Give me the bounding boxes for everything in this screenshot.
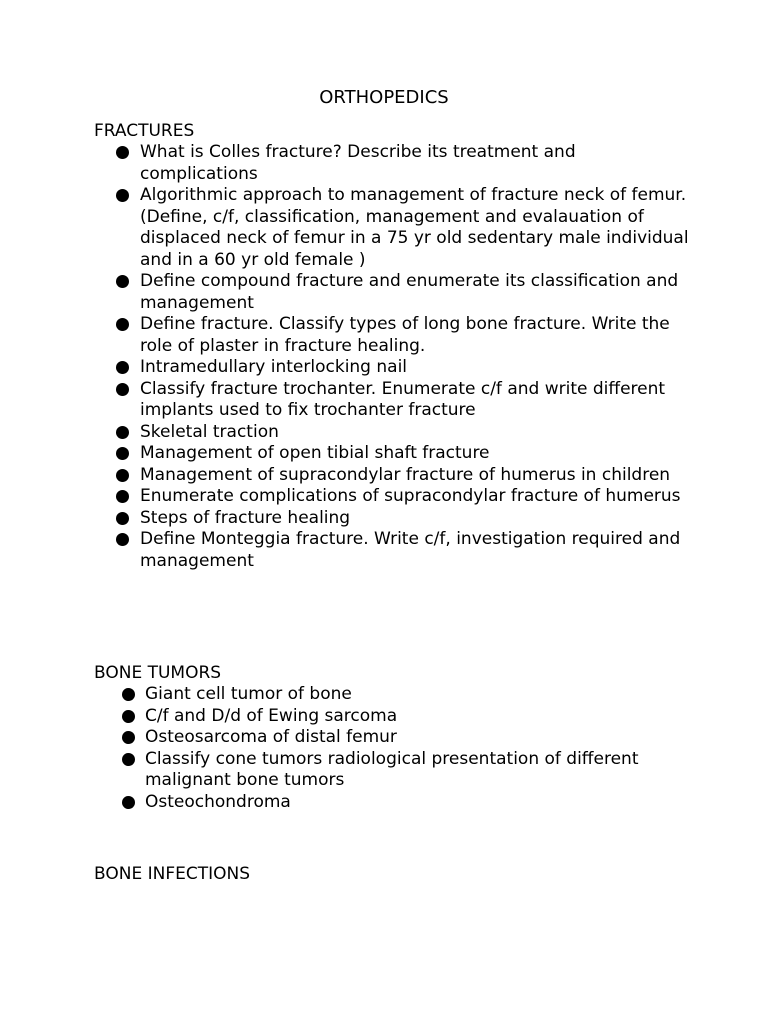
bullet-icon [116, 361, 129, 374]
list-item [94, 185, 694, 271]
bullet-icon [122, 796, 135, 809]
section-bone-tumors [94, 662, 694, 813]
list-item-text: Algorithmic approach to management of fracture neck of femur. (Define, c/f, classification, management and evalauation of displaced neck of femur in a 75 yr old sedentary male individual and in a 60 yr old female ) [140, 185, 689, 270]
list-item [94, 379, 694, 422]
document-title: ORTHOPEDICS [319, 87, 449, 108]
list-item [94, 465, 694, 487]
list-item-text: Define Monteggia fracture. Write c/f, investigation required and management [140, 529, 681, 571]
bullet-icon [122, 710, 135, 723]
list-item-text: Intramedullary interlocking nail [140, 357, 408, 377]
list-item [94, 142, 694, 185]
list-item-text: Classify cone tumors radiological presentation of different malignant bone tumors [145, 748, 639, 790]
list-item [94, 422, 694, 444]
section-heading-bone-infections: BONE INFECTIONS [94, 864, 251, 884]
list-item-text: Classify fracture trochanter. Enumerate c/f and write different implants used to fix trochanter fracture [140, 378, 666, 420]
bullet-icon [116, 383, 129, 396]
bullet-icon [116, 275, 129, 288]
bullet-icon [116, 146, 129, 159]
list-item [94, 314, 694, 357]
bullet-icon [116, 318, 129, 331]
list-item-text: Steps of fracture healing [140, 507, 351, 528]
list-item [94, 486, 694, 508]
list-item [94, 684, 694, 706]
list-item-text: Define fracture. Classify types of long bone fracture. Write the role of plaster in fracture healing. [140, 314, 670, 356]
list-item [94, 529, 694, 572]
list-item-text: C/f and D/d of Ewing sarcoma [145, 705, 398, 726]
bone-tumors-list [94, 684, 694, 813]
list-item [94, 271, 694, 314]
list-item-text: Define compound fracture and enumerate its classification and management [140, 271, 679, 313]
bullet-icon [122, 731, 135, 744]
list-item [94, 357, 694, 379]
list-item-text: Osteochondroma [145, 791, 291, 812]
section-heading-bone-tumors: BONE TUMORS [94, 663, 222, 683]
bullet-icon [116, 533, 129, 546]
bullet-icon [116, 447, 129, 460]
bullet-icon [116, 512, 129, 525]
list-item-text: Osteosarcoma of distal femur [145, 727, 397, 747]
list-item [94, 508, 694, 530]
bullet-icon [122, 688, 135, 701]
list-item [94, 792, 694, 814]
bullet-icon [116, 490, 129, 503]
list-item-text: Management of supracondylar fracture of humerus in children [140, 464, 671, 485]
bullet-icon [116, 189, 129, 202]
list-item [94, 749, 694, 792]
bullet-icon [116, 426, 129, 439]
list-item [94, 727, 694, 749]
bullet-icon [122, 753, 135, 766]
fractures-list [94, 142, 694, 572]
bullet-icon [116, 469, 129, 482]
section-fractures [94, 120, 694, 572]
list-item-text: Skeletal traction [140, 421, 279, 442]
section-heading-fractures: FRACTURES [94, 121, 195, 141]
list-item-text: Management of open tibial shaft fracture [140, 443, 490, 463]
list-item-text: Enumerate complications of supracondylar fracture of humerus [140, 486, 681, 506]
section-bone-infections [94, 863, 694, 885]
list-item [94, 706, 694, 728]
list-item-text: What is Colles fracture? Describe its treatment and complications [140, 142, 576, 184]
list-item-text: Giant cell tumor of bone [145, 684, 352, 704]
list-item [94, 443, 694, 465]
